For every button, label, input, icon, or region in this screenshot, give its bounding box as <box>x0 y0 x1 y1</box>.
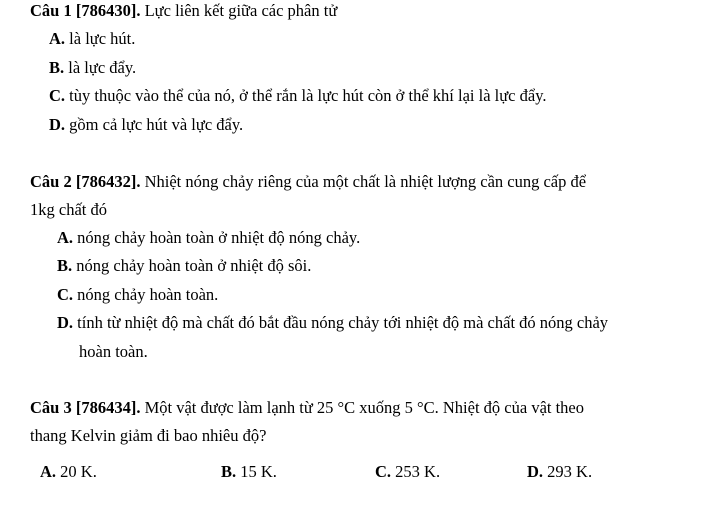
question-2-text-cont: 1kg chất đó <box>30 200 107 219</box>
q3-option-a-label: A. <box>40 462 57 481</box>
q2-option-a <box>57 228 360 248</box>
q3-option-b <box>221 462 277 482</box>
q2-option-a-label: A. <box>57 228 74 247</box>
question-1 <box>30 1 337 21</box>
q1-option-b-text: là lực đẩy. <box>64 58 137 77</box>
q2-option-d-text: tính từ nhiệt độ mà chất đó bắt đầu nóng chảy tới nhiệt độ mà chất đó nóng chảy <box>73 313 609 332</box>
q1-option-d <box>49 115 243 135</box>
q1-option-a-label: A. <box>49 29 66 48</box>
q2-option-b-text: nóng chảy hoàn toàn ở nhiệt độ sôi. <box>72 256 312 275</box>
question-2-text: Nhiệt nóng chảy riêng của một chất là nhiệt lượng cần cung cấp để <box>140 172 587 191</box>
q3-option-c-label: C. <box>375 462 392 481</box>
q3-option-b-label: B. <box>221 462 237 481</box>
q1-option-b-label: B. <box>49 58 65 77</box>
q3-option-a <box>40 462 97 482</box>
q2-option-b <box>57 256 311 276</box>
q2-option-c-label: C. <box>57 285 74 304</box>
question-3 <box>30 398 584 418</box>
q3-option-b-text: 15 K. <box>236 462 277 481</box>
q1-option-b <box>49 58 136 78</box>
q1-option-d-text: gồm cả lực hút và lực đẩy. <box>65 115 244 134</box>
question-2 <box>30 172 586 192</box>
q3-option-d-text: 293 K. <box>543 462 593 481</box>
question-1-head: Câu 1 [786430]. <box>30 1 141 20</box>
q1-option-a-text: là lực hút. <box>65 29 136 48</box>
q2-option-d-label: D. <box>57 313 74 332</box>
question-3-text-cont: thang Kelvin giảm đi bao nhiêu độ? <box>30 426 267 445</box>
q1-option-c <box>49 86 547 106</box>
q1-option-c-label: C. <box>49 86 66 105</box>
question-1-text: Lực liên kết giữa các phân tử <box>140 1 338 20</box>
q1-option-c-text: tùy thuộc vào thể của nó, ở thể rắn là lực hút còn ở thể khí lại là lực đẩy. <box>65 86 547 105</box>
q3-option-d <box>527 462 592 482</box>
q3-option-a-text: 20 K. <box>56 462 97 481</box>
question-3-text: Một vật được làm lạnh từ 25 °C xuống 5 °C. Nhiệt độ của vật theo <box>140 398 585 417</box>
q2-option-a-text: nóng chảy hoàn toàn ở nhiệt độ nóng chảy. <box>73 228 361 247</box>
q3-option-d-label: D. <box>527 462 544 481</box>
q3-option-c <box>375 462 440 482</box>
q2-option-c <box>57 285 218 305</box>
q2-option-d <box>57 313 608 333</box>
q2-option-d-cont: hoàn toàn. <box>79 342 148 361</box>
q3-option-c-text: 253 K. <box>391 462 441 481</box>
q2-option-b-label: B. <box>57 256 73 275</box>
question-2-head: Câu 2 [786432]. <box>30 172 141 191</box>
q1-option-d-label: D. <box>49 115 66 134</box>
q2-option-c-text: nóng chảy hoàn toàn. <box>73 285 219 304</box>
question-3-head: Câu 3 [786434]. <box>30 398 141 417</box>
q1-option-a <box>49 29 135 49</box>
